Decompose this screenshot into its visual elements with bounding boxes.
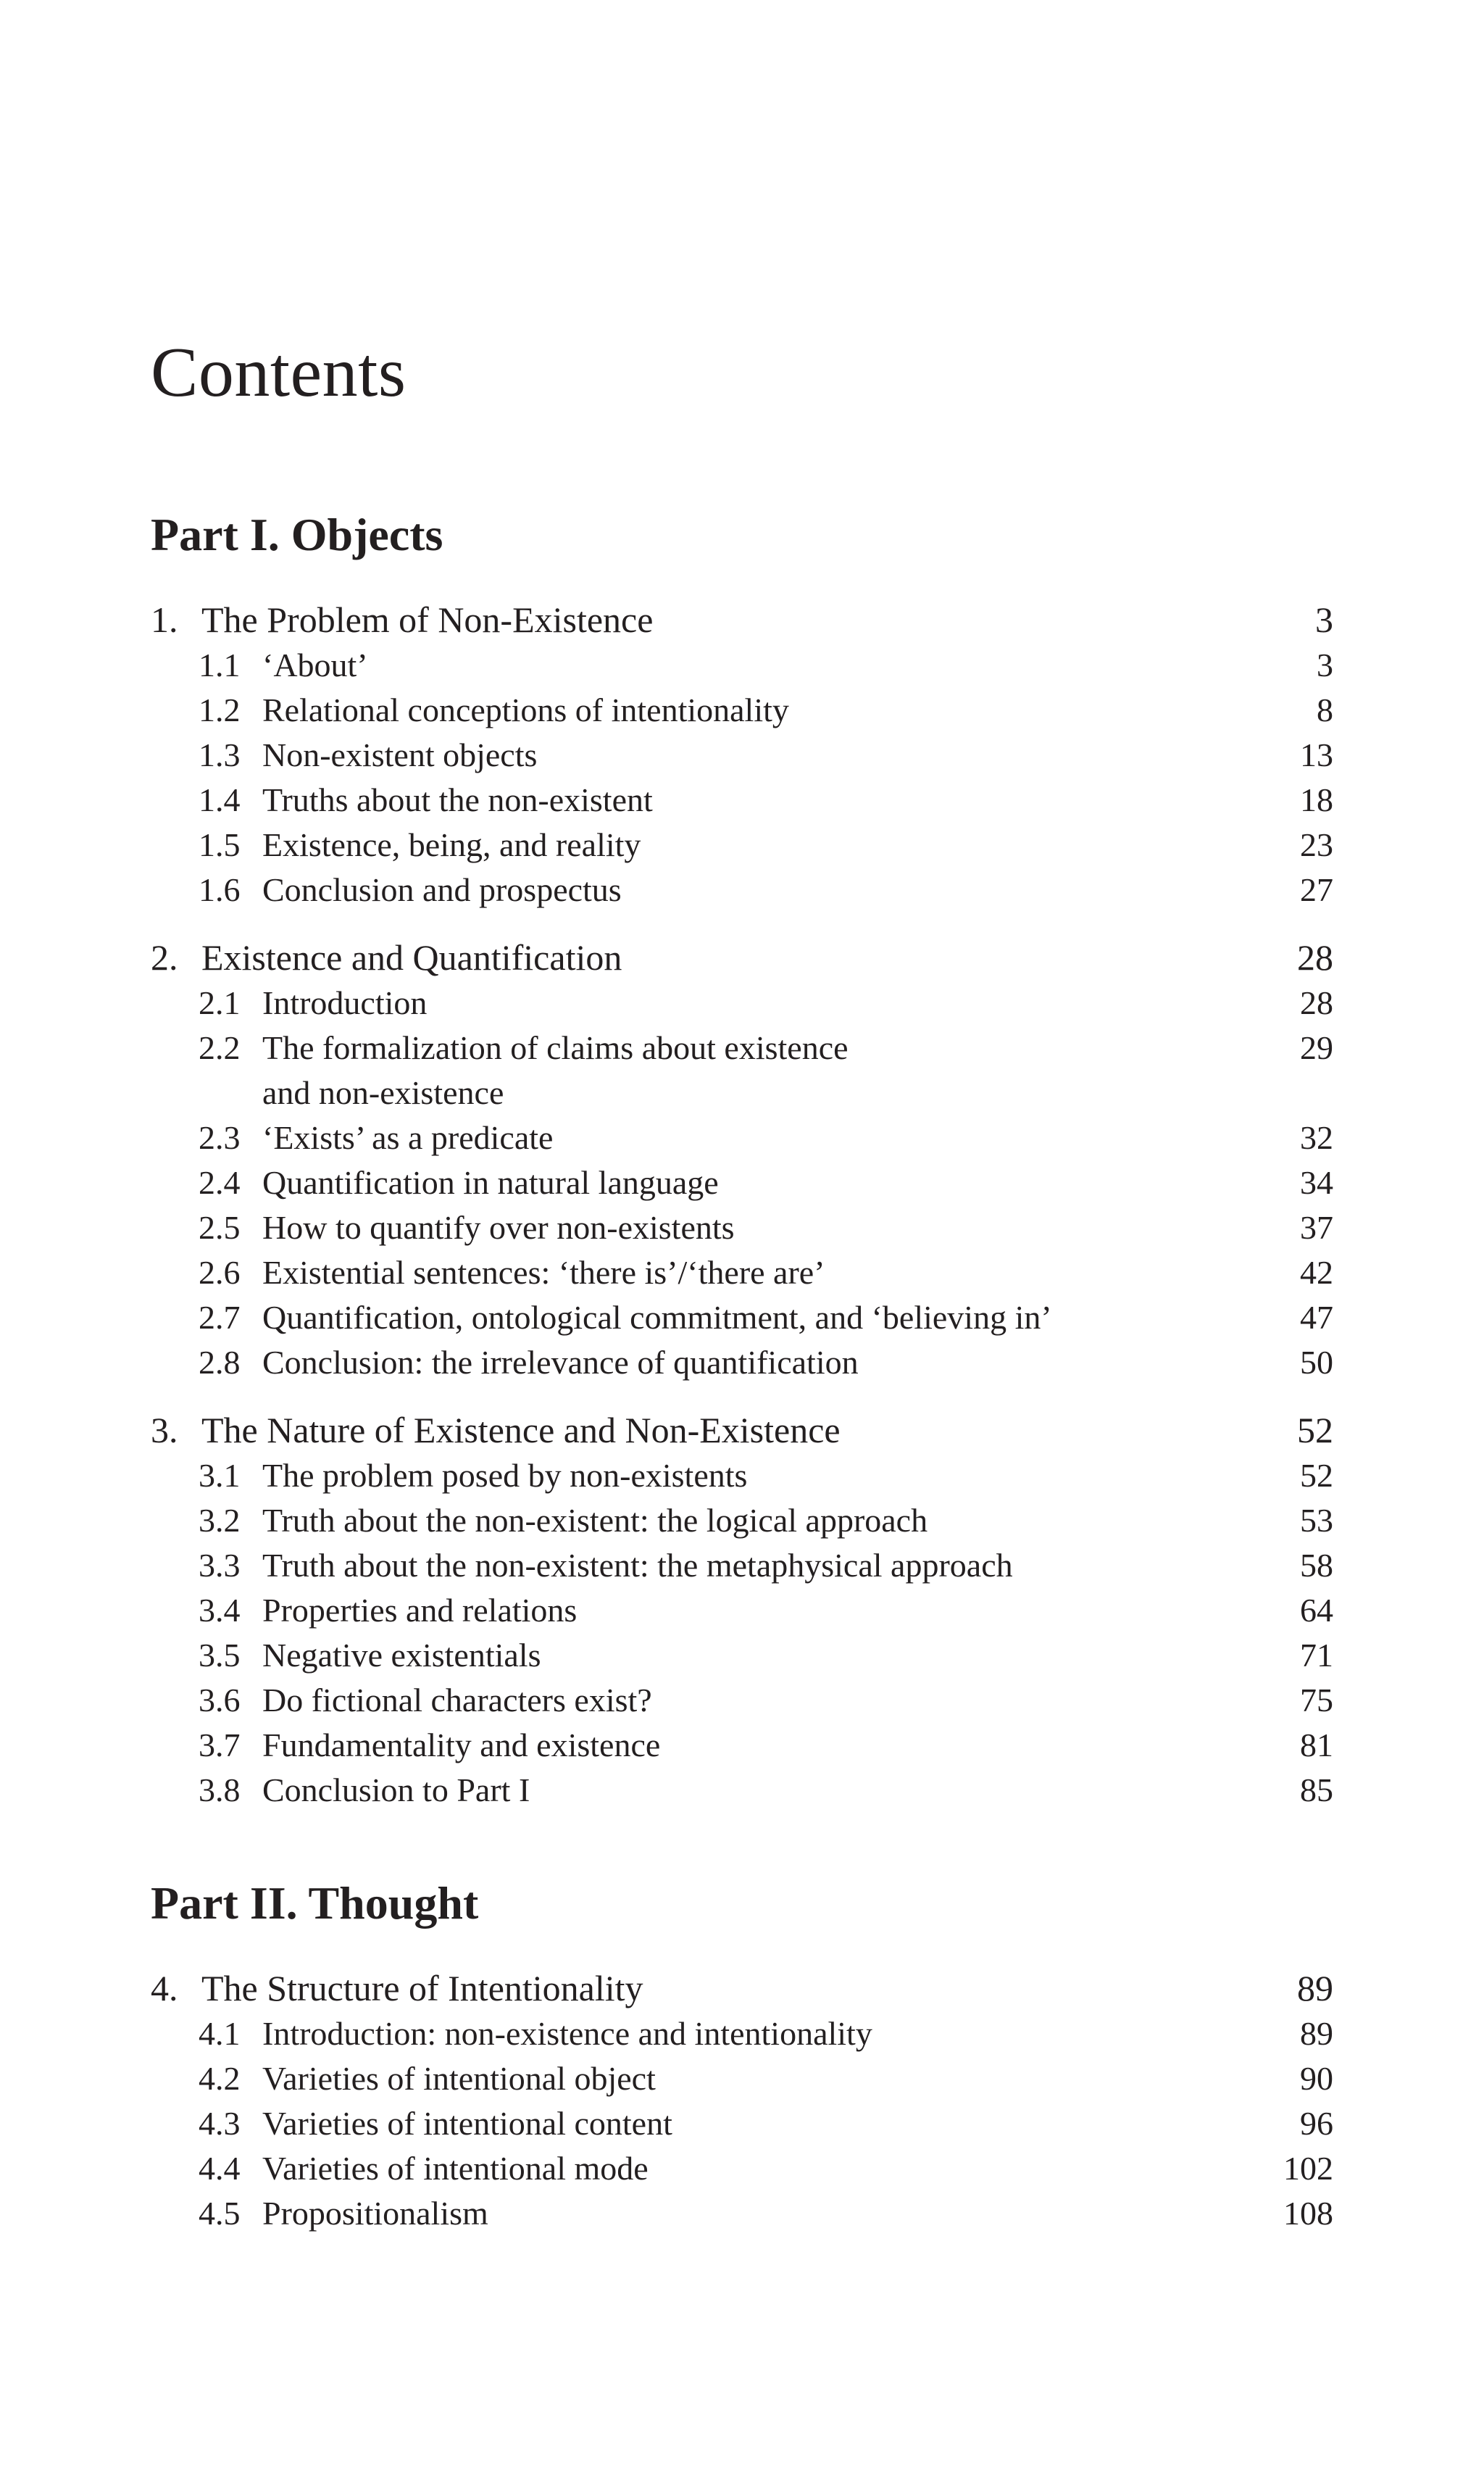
section-number: 2.2 [199,1029,241,1066]
chapter-number: 2. [151,937,178,978]
page-number: 42 [1300,1254,1333,1291]
part-1 [151,509,1333,1813]
page-number: 52 [1297,1410,1333,1450]
chapter-3 [151,1407,1333,1813]
page-number: 8 [1317,691,1333,728]
section-number: 1.2 [199,691,241,728]
section-title: Do fictional characters exist? [262,1682,652,1719]
page-number: 90 [1300,2060,1333,2097]
page-number: 37 [1300,1209,1333,1246]
chapter-entry[interactable] [151,1407,1333,1453]
page-number: 52 [1300,1457,1333,1494]
section-title: Fundamentality and existence [262,1726,661,1763]
chapter-number: 1. [151,599,178,640]
section-title: Introduction [262,984,428,1021]
section-number: 2.7 [199,1299,241,1336]
section-list [151,981,1333,1385]
section-number: 4.5 [199,2195,241,2232]
chapter-title: The Problem of Non-Existence [201,599,654,640]
page-number: 81 [1300,1726,1333,1763]
section-entry[interactable] [151,733,1333,778]
section-title: ‘Exists’ as a predicate [262,1119,554,1156]
section-number: 3.7 [199,1726,241,1763]
section-entry[interactable] [151,2146,1333,2191]
page-number: 102 [1283,2150,1333,2187]
page-number: 85 [1300,1771,1333,1808]
page-number: 32 [1300,1119,1333,1156]
chapter-entry[interactable] [151,1965,1333,2011]
section-number: 2.4 [199,1164,241,1201]
chapter-entry[interactable] [151,934,1333,981]
part-2-chapter-list [151,1965,1333,2236]
section-entry[interactable] [151,1498,1333,1543]
section-number: 2.6 [199,1254,241,1291]
page-number: 71 [1300,1637,1333,1674]
page-number: 13 [1300,736,1333,773]
section-number: 3.1 [199,1457,241,1494]
section-entry[interactable] [151,1768,1333,1813]
section-number: 3.3 [199,1547,241,1584]
section-list [151,1453,1333,1813]
part-1-chapter-list [151,597,1333,1813]
page-number: 29 [1300,1029,1333,1066]
page-number: 64 [1300,1592,1333,1629]
section-title: Introduction: non-existence and intentionality [262,2015,872,2052]
section-entry[interactable] [151,643,1333,688]
section-number: 3.4 [199,1592,241,1629]
section-entry[interactable] [151,1205,1333,1250]
page-number: 53 [1300,1502,1333,1539]
section-entry[interactable] [151,1160,1333,1205]
page-number: 3 [1317,647,1333,683]
page-number: 3 [1315,599,1333,640]
page-number: 18 [1300,781,1333,818]
section-title: Truths about the non-existent [262,781,653,818]
part-2 [151,1877,1333,2236]
page-number: 89 [1300,2015,1333,2052]
section-entry[interactable] [151,2101,1333,2146]
section-title: Quantification, ontological commitment, and ‘believing in’ [262,1299,1052,1336]
section-title: Conclusion: the irrelevance of quantification [262,1344,859,1381]
chapter-4 [151,1965,1333,2236]
chapter-number: 3. [151,1410,178,1450]
section-number: 1.5 [199,826,241,863]
chapter-number: 4. [151,1968,178,2008]
section-title: Quantification in natural language [262,1164,719,1201]
section-title: Properties and relations [262,1592,578,1629]
section-entry[interactable] [151,1340,1333,1385]
section-title: Varieties of intentional object [262,2060,656,2097]
chapter-2 [151,934,1333,1385]
section-title: Existence, being, and reality [262,826,641,863]
section-number: 2.5 [199,1209,241,1246]
section-number: 4.4 [199,2150,241,2187]
chapter-1 [151,597,1333,913]
section-entry[interactable] [151,823,1333,868]
section-number: 1.1 [199,647,241,683]
section-title: Propositionalism [262,2195,488,2232]
section-title: Existential sentences: ‘there is’/‘there are’ [262,1254,825,1291]
section-entry[interactable] [151,1588,1333,1633]
part-title: Part I. Objects [151,509,443,560]
section-entry[interactable] [151,2056,1333,2101]
section-title-continuation: and non-existence [262,1074,504,1111]
section-entry[interactable] [151,1250,1333,1295]
section-number: 1.4 [199,781,241,818]
section-title: Varieties of intentional content [262,2105,672,2142]
section-entry[interactable] [151,868,1333,913]
section-entry[interactable] [151,1295,1333,1340]
section-entry[interactable] [151,981,1333,1026]
section-title: How to quantify over non-existents [262,1209,735,1246]
page-number: 50 [1300,1344,1333,1381]
section-entry[interactable] [151,1026,1333,1115]
section-number: 2.1 [199,984,241,1021]
section-title: ‘About’ [262,647,368,683]
page-number: 27 [1300,871,1333,908]
section-number: 3.6 [199,1682,241,1719]
chapter-title: Existence and Quantification [201,937,622,978]
section-entry[interactable] [151,778,1333,823]
section-title: Conclusion and prospectus [262,871,622,908]
page-number: 96 [1300,2105,1333,2142]
page-number: 23 [1300,826,1333,863]
part-title: Part II. Thought [151,1877,479,1929]
section-number: 4.2 [199,2060,241,2097]
section-entry[interactable] [151,2191,1333,2236]
chapter-title: The Nature of Existence and Non-Existence [201,1410,841,1450]
section-title: Truth about the non-existent: the metaphysical approach [262,1547,1013,1584]
page-number: 108 [1283,2195,1333,2232]
page-number: 28 [1297,937,1333,978]
section-title [262,1026,1275,1115]
page-number: 75 [1300,1682,1333,1719]
section-number: 1.6 [199,871,241,908]
section-number: 2.3 [199,1119,241,1156]
section-list [151,2011,1333,2236]
section-title: Conclusion to Part I [262,1771,530,1808]
page-number: 47 [1300,1299,1333,1336]
section-title: Truth about the non-existent: the logical approach [262,1502,928,1539]
section-number: 3.5 [199,1637,241,1674]
section-title: The problem posed by non-existents [262,1457,748,1494]
section-number: 2.8 [199,1344,241,1381]
section-title-line: The formalization of claims about existence [262,1029,849,1066]
section-entry[interactable] [151,1453,1333,1498]
section-entry[interactable] [151,1633,1333,1678]
section-number: 4.3 [199,2105,241,2142]
chapter-title: The Structure of Intentionality [201,1968,643,2008]
section-title: Relational conceptions of intentionality [262,691,789,728]
page-number: 89 [1297,1968,1333,2008]
section-number: 4.1 [199,2015,241,2052]
section-title: Non-existent objects [262,736,538,773]
chapter-entry[interactable] [151,597,1333,643]
section-entry[interactable] [151,1543,1333,1588]
page-number: 28 [1300,984,1333,1021]
section-entry[interactable] [151,1115,1333,1160]
page-number: 34 [1300,1164,1333,1201]
section-entry[interactable] [151,1723,1333,1768]
section-list [151,643,1333,913]
section-title: Varieties of intentional mode [262,2150,649,2187]
section-number: 3.2 [199,1502,241,1539]
section-entry[interactable] [151,688,1333,733]
page-title: Contents [151,333,407,412]
section-title: Negative existentials [262,1637,541,1674]
section-number: 3.8 [199,1771,241,1808]
section-entry[interactable] [151,2011,1333,2056]
page-number: 58 [1300,1547,1333,1584]
section-entry[interactable] [151,1678,1333,1723]
section-number: 1.3 [199,736,241,773]
